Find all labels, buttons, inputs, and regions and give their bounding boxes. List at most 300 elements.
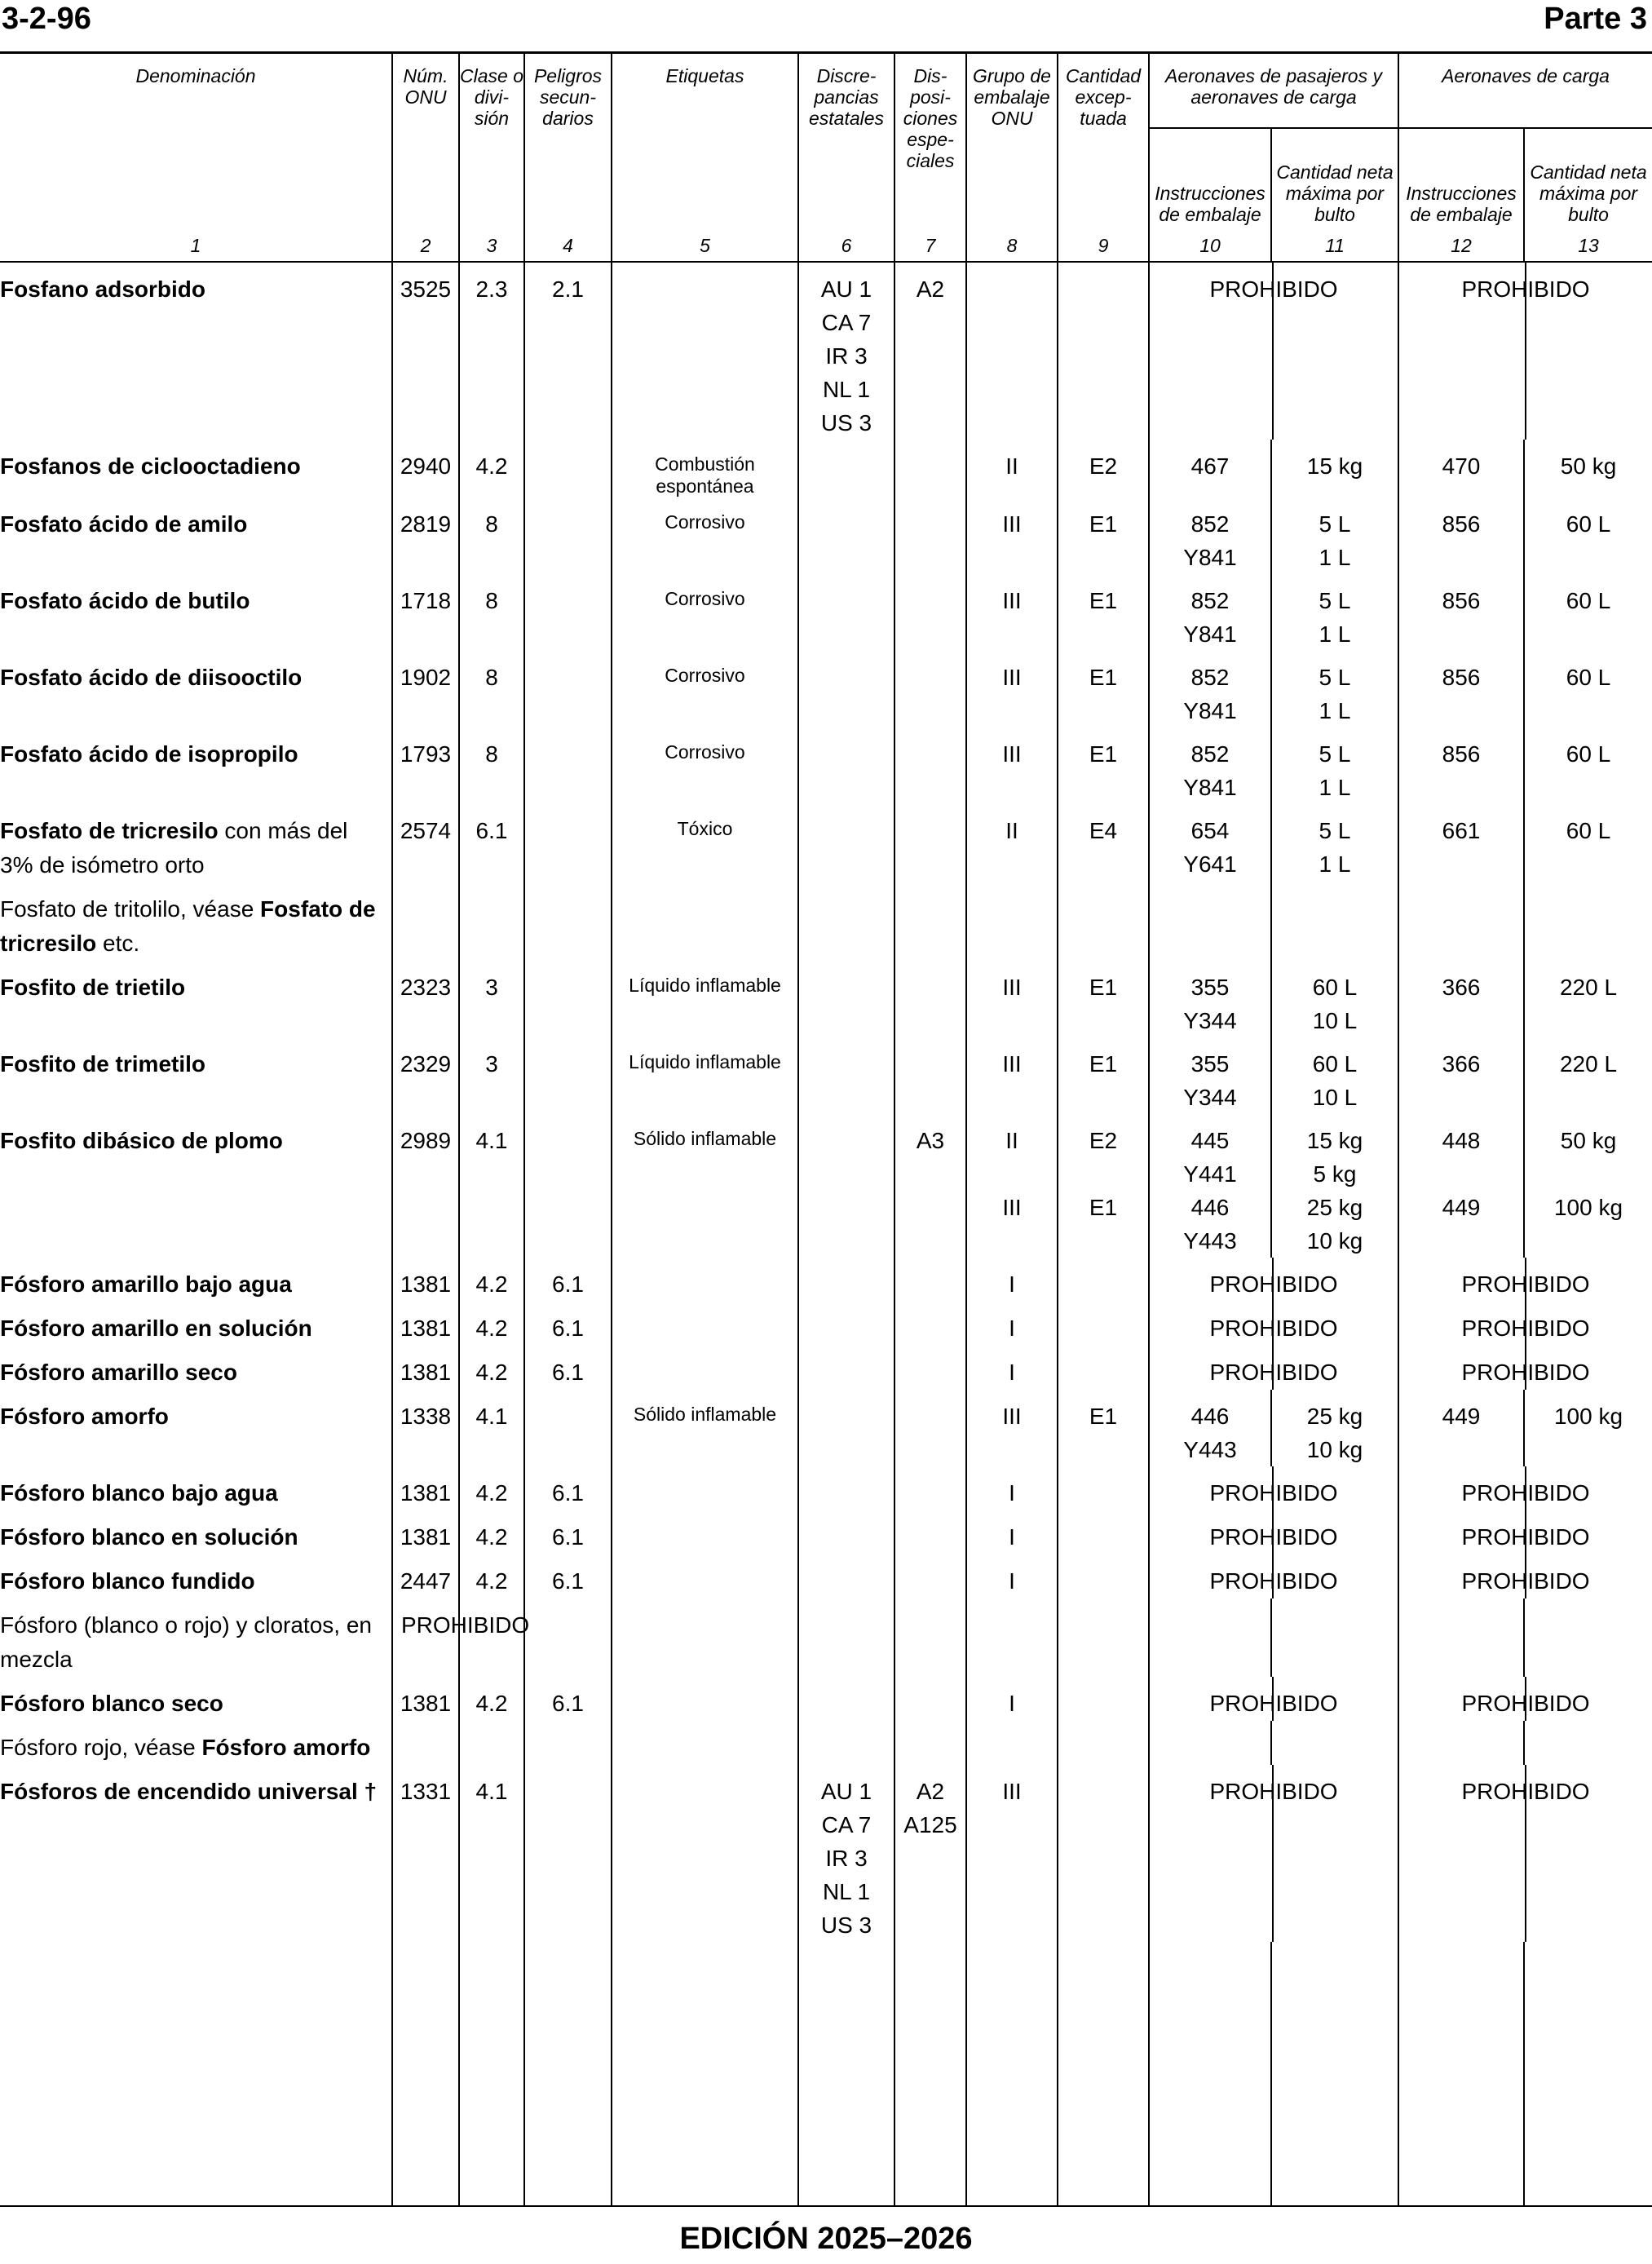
un-number: [392, 1258, 459, 1302]
col-number-3: 3: [459, 230, 524, 262]
state-variation: [798, 497, 894, 574]
cell-line: 6.1: [552, 1271, 584, 1297]
cell-line: 2.3: [475, 276, 508, 302]
class-division: [459, 1258, 524, 1302]
excepted-quantity: [1058, 1554, 1149, 1599]
pax-forbidden: PROHIBIDO: [1149, 1302, 1398, 1346]
state-variation: [798, 1037, 894, 1114]
un-number: [392, 882, 459, 961]
label: [612, 1346, 798, 1390]
entry-name-text: Fósforo blanco bajo agua: [0, 1480, 278, 1506]
cell-line: III: [1002, 741, 1022, 767]
cell-line: 60 L: [1312, 975, 1358, 1000]
empty-cell: [524, 1599, 612, 1677]
cell-line: 4.2: [475, 1316, 508, 1341]
cargo-max-net-quantity: [1524, 1114, 1652, 1258]
cell-line: III: [1002, 511, 1022, 537]
label: [612, 1390, 798, 1466]
table-row: [0, 1599, 1652, 1677]
packing-group: [966, 262, 1058, 440]
cell-line: 4.1: [475, 1779, 508, 1804]
special-provision: [894, 1554, 966, 1599]
cargo-max-net-quantity: [1524, 497, 1652, 574]
cell-line: 1381: [400, 1316, 452, 1341]
cargo-packing-instruction: [1398, 727, 1524, 804]
cell-line: 1381: [400, 1691, 452, 1716]
state-variation: [798, 961, 894, 1037]
cargo-max-net-quantity: [1524, 1390, 1652, 1466]
col-number-1: 1: [0, 230, 392, 262]
subsidiary-hazard: [524, 1258, 612, 1302]
cell-line: I: [1009, 1691, 1015, 1716]
entry-name: [0, 1677, 392, 1721]
cell-line: 5 L: [1319, 665, 1351, 690]
cell-line: 15 kg: [1306, 453, 1363, 479]
entry-name: [0, 1554, 392, 1599]
un-number: [392, 1114, 459, 1258]
state-variation: [798, 1721, 894, 1765]
cargo-max-net-quantity: [1524, 574, 1652, 651]
cell-line: 1381: [400, 1271, 452, 1297]
un-number: [392, 497, 459, 574]
cell-line: E1: [1089, 1051, 1118, 1077]
cargo-packing-instruction: [1398, 1114, 1524, 1258]
entry-name: [0, 1721, 392, 1765]
cell-line: AU 1: [820, 276, 872, 302]
cell-line: I: [1009, 1360, 1015, 1385]
cross-ref-tail: etc.: [96, 931, 140, 956]
entry-name: [0, 1114, 392, 1258]
cell-line: 2447: [400, 1568, 452, 1594]
class-division: [459, 1765, 524, 1942]
table-row: [0, 1765, 1652, 1942]
packing-group: [966, 1302, 1058, 1346]
cell-line: 449: [1442, 1404, 1481, 1429]
col-header-4: Peligros secun- darios: [524, 54, 612, 230]
empty-cell: [894, 1599, 966, 1677]
entry-name-text: Fósforo amorfo: [0, 1404, 169, 1429]
cell-line: 8: [485, 511, 498, 537]
entry-name: [0, 1037, 392, 1114]
cell-line: Y841: [1183, 775, 1237, 800]
empty-cell: [392, 1942, 459, 2206]
cell-line: E1: [1089, 975, 1118, 1000]
state-variation: [798, 1258, 894, 1302]
cell-line: Y841: [1183, 698, 1237, 723]
cell-line: III: [1002, 588, 1022, 613]
empty-cell: [1524, 1599, 1652, 1677]
cell-line: III: [1002, 1404, 1022, 1429]
cell-line: 3525: [400, 276, 452, 302]
col-number-12: 12: [1398, 230, 1524, 262]
pax-max-net-quantity: [1271, 651, 1398, 727]
entry-name: [0, 440, 392, 497]
cell-line: 856: [1442, 665, 1481, 690]
cell-line: E1: [1089, 588, 1118, 613]
entry-name-text: Fósforos de encendido universal †: [0, 1779, 378, 1804]
cell-line: Y344: [1183, 1008, 1237, 1033]
cell-line: 6.1: [552, 1524, 584, 1550]
forbidden-all: PROHIBIDO: [392, 1599, 459, 1677]
subsidiary-hazard: [524, 1302, 612, 1346]
subsidiary-hazard: [524, 1346, 612, 1390]
subsidiary-hazard: [524, 961, 612, 1037]
un-number: [392, 1510, 459, 1554]
cell-line: A3: [916, 1128, 945, 1153]
cell-line: 220 L: [1559, 975, 1618, 1000]
empty-cell: [524, 1942, 612, 2206]
col-header-12: Instrucciones de embalaje: [1398, 128, 1524, 230]
table-row: [0, 1258, 1652, 1302]
cell-line: A2: [916, 1779, 945, 1804]
cell-line: 5 L: [1319, 818, 1351, 843]
cell-line: 1 L: [1319, 698, 1351, 723]
pax-packing-instruction: [1149, 440, 1271, 497]
entry-name-text: Fosfato ácido de isopropilo: [0, 741, 298, 767]
cell-line: 220 L: [1559, 1051, 1618, 1077]
cell-line: 1331: [400, 1779, 452, 1804]
subsidiary-hazard: [524, 804, 612, 882]
un-number: [392, 961, 459, 1037]
cargo-max-net-quantity: [1524, 727, 1652, 804]
entry-name: [0, 1765, 392, 1942]
col-header-3: Clase o divi- sión: [459, 54, 524, 230]
state-variation: [798, 1677, 894, 1721]
cell-line: E2: [1089, 453, 1118, 479]
cell-line: 4.1: [475, 1404, 508, 1429]
cell-line: [967, 1157, 1057, 1191]
cell-line: 60 L: [1566, 511, 1611, 537]
special-provision: [894, 882, 966, 961]
special-provision: [894, 1765, 966, 1942]
table-row: [0, 1466, 1652, 1510]
state-variation: [798, 1114, 894, 1258]
cell-line: 6.1: [552, 1480, 584, 1506]
label: [612, 497, 798, 574]
cargo-packing-instruction: [1398, 497, 1524, 574]
cell-line: 446: [1190, 1195, 1230, 1220]
cell-line: E1: [1089, 511, 1118, 537]
empty-cell: [798, 1942, 894, 2206]
state-variation: [798, 1466, 894, 1510]
cell-line: 6.1: [552, 1360, 584, 1385]
subsidiary-hazard: [524, 1390, 612, 1466]
cell-line: 8: [485, 741, 498, 767]
entry-name: [0, 1258, 392, 1302]
pax-packing-instruction: [1149, 651, 1271, 727]
pax-packing-instruction: [1149, 804, 1271, 882]
cell-line: Corrosivo: [665, 511, 745, 533]
col-number-8: 8: [966, 230, 1058, 262]
packing-group: [966, 651, 1058, 727]
empty-cell: [1058, 1942, 1149, 2206]
empty-cell: [1149, 1599, 1271, 1677]
pax-max-net-quantity: [1271, 497, 1398, 574]
label: [612, 1466, 798, 1510]
pax-forbidden: PROHIBIDO: [1149, 1677, 1398, 1721]
pax-packing-instruction: [1149, 574, 1271, 651]
empty-cell: [966, 1599, 1058, 1677]
packing-group: [966, 1721, 1058, 1765]
page-number: 3-2-96: [2, 2, 91, 36]
entry-name-text: Fosfano adsorbido: [0, 276, 205, 302]
cell-line: 2940: [400, 453, 452, 479]
col-header-11: Cantidad neta máxima por bulto: [1271, 128, 1398, 230]
excepted-quantity: [1058, 262, 1149, 440]
cargo-max-net-quantity: [1524, 1037, 1652, 1114]
entry-name-text: Fósforo blanco en solución: [0, 1524, 298, 1550]
special-provision: [894, 651, 966, 727]
cell-line: 366: [1442, 1051, 1481, 1077]
cell-line: Y841: [1183, 621, 1237, 647]
subsidiary-hazard: [524, 1721, 612, 1765]
cell-line: 60 L: [1566, 741, 1611, 767]
state-variation: [798, 262, 894, 440]
packing-group: [966, 1554, 1058, 1599]
state-variation: [798, 1346, 894, 1390]
col-number-10: 10: [1149, 230, 1271, 262]
label: [612, 1037, 798, 1114]
cell-line: III: [1002, 1051, 1022, 1077]
subsidiary-hazard: [524, 440, 612, 497]
empty-cell: [798, 1599, 894, 1677]
un-number: [392, 804, 459, 882]
empty-cell: [1058, 1599, 1149, 1677]
pax-forbidden: PROHIBIDO: [1149, 1258, 1398, 1302]
subsidiary-hazard: [524, 1466, 612, 1510]
cell-line: 2574: [400, 818, 452, 843]
col-header-8: Grupo de embalaje ONU: [966, 54, 1058, 230]
label: [612, 440, 798, 497]
cell-line: Líquido inflamable: [629, 1051, 781, 1072]
excepted-quantity: [1058, 1390, 1149, 1466]
edition-footer: EDICIÓN 2025–2026: [679, 2222, 973, 2256]
excepted-quantity: [1058, 1510, 1149, 1554]
cell-line: 1338: [400, 1404, 452, 1429]
table-row: [0, 727, 1652, 804]
empty-cell: [1149, 1942, 1271, 2206]
excepted-quantity: [1058, 497, 1149, 574]
cell-line: I: [1009, 1271, 1015, 1297]
entry-name: [0, 1346, 392, 1390]
cell-line: Corrosivo: [665, 665, 745, 686]
packing-group: [966, 804, 1058, 882]
cargo-max-net-quantity: [1524, 440, 1652, 497]
cell-line: NL 1: [822, 1879, 871, 1904]
pax-max-net-quantity: [1271, 727, 1398, 804]
label: [612, 574, 798, 651]
cell-line: 60 L: [1566, 665, 1611, 690]
cell-line: 50 kg: [1560, 1128, 1617, 1153]
state-variation: [798, 1554, 894, 1599]
cargo-forbidden: PROHIBIDO: [1398, 1554, 1652, 1599]
cargo-packing-instruction: [1398, 1721, 1524, 1765]
cell-line: 1381: [400, 1480, 452, 1506]
table-row: [0, 1302, 1652, 1346]
pax-packing-instruction: [1149, 961, 1271, 1037]
col-number-5: 5: [612, 230, 798, 262]
empty-cell: [459, 1599, 524, 1677]
cell-line: 1381: [400, 1524, 452, 1550]
state-variation: [798, 1390, 894, 1466]
col-header-10: Instrucciones de embalaje: [1149, 128, 1271, 230]
packing-group: [966, 1037, 1058, 1114]
class-division: [459, 1346, 524, 1390]
cell-line: [1058, 1157, 1148, 1191]
cell-line: 3: [485, 975, 498, 1000]
cargo-max-net-quantity: [1524, 961, 1652, 1037]
un-number: [392, 1302, 459, 1346]
subsidiary-hazard: [524, 497, 612, 574]
col-header-7: Dis- posi- ciones espe- ciales: [894, 54, 966, 230]
cell-line: Y443: [1183, 1437, 1237, 1462]
cell-line: II: [1005, 453, 1018, 479]
class-division: [459, 727, 524, 804]
cargo-packing-instruction: [1398, 651, 1524, 727]
class-division: [459, 1510, 524, 1554]
cell-line: 4.2: [475, 1360, 508, 1385]
cargo-forbidden: PROHIBIDO: [1398, 1677, 1652, 1721]
label: [612, 1510, 798, 1554]
col-header-6: Discre- pancias estatales: [798, 54, 894, 230]
entry-name-text: Fosfito dibásico de plomo: [0, 1128, 283, 1153]
cell-line: 2819: [400, 511, 452, 537]
cell-line: 449: [1442, 1195, 1481, 1220]
state-variation: [798, 651, 894, 727]
pax-max-net-quantity: [1271, 961, 1398, 1037]
cargo-max-net-quantity: [1524, 1721, 1652, 1765]
cargo-max-net-quantity: [1524, 804, 1652, 882]
special-provision: [894, 1037, 966, 1114]
table-row: [0, 1677, 1652, 1721]
cell-line: 60 L: [1312, 1051, 1358, 1077]
state-variation: [798, 882, 894, 961]
cell-line: Y443: [1183, 1228, 1237, 1254]
label: [612, 961, 798, 1037]
col-header-2: Núm. ONU: [392, 54, 459, 230]
packing-group: [966, 961, 1058, 1037]
cargo-packing-instruction: [1398, 882, 1524, 961]
pax-forbidden: PROHIBIDO: [1149, 1466, 1398, 1510]
entry-name-text: Fosfito de trimetilo: [0, 1051, 205, 1077]
pax-packing-instruction: [1149, 497, 1271, 574]
pax-forbidden: PROHIBIDO: [1149, 1346, 1398, 1390]
packing-group: [966, 1510, 1058, 1554]
cell-line: 4.2: [475, 1568, 508, 1594]
label: [612, 1258, 798, 1302]
class-division: [459, 1677, 524, 1721]
subsidiary-hazard: [524, 1554, 612, 1599]
pax-max-net-quantity: [1271, 440, 1398, 497]
subsidiary-hazard: [524, 651, 612, 727]
cell-line: 5 L: [1319, 511, 1351, 537]
table-row: [0, 651, 1652, 727]
packing-group: [966, 497, 1058, 574]
excepted-quantity: [1058, 1258, 1149, 1302]
cell-line: 856: [1442, 511, 1481, 537]
cell-line: 4.2: [475, 1691, 508, 1716]
table-row: [0, 1114, 1652, 1258]
pax-forbidden: PROHIBIDO: [1149, 1510, 1398, 1554]
excepted-quantity: [1058, 804, 1149, 882]
pax-forbidden: PROHIBIDO: [1149, 1765, 1398, 1942]
special-provision: [894, 804, 966, 882]
cargo-forbidden: PROHIBIDO: [1398, 1302, 1652, 1346]
label: [612, 651, 798, 727]
entry-name-text: Fósforo (blanco o rojo) y cloratos, en mezcla: [0, 1612, 372, 1672]
class-division: [459, 1721, 524, 1765]
packing-group: [966, 1677, 1058, 1721]
un-number: [392, 1721, 459, 1765]
pax-packing-instruction: [1149, 1114, 1271, 1258]
cell-line: 852: [1190, 511, 1230, 537]
cell-line: Y344: [1183, 1085, 1237, 1110]
entry-name-text: Fósforo blanco seco: [0, 1691, 223, 1716]
cell-line: E2: [1089, 1128, 1118, 1153]
entry-name-text: Fósforo blanco fundido: [0, 1568, 255, 1594]
entry-name: [0, 882, 392, 961]
cell-line: 25 kg: [1306, 1404, 1363, 1429]
excepted-quantity: [1058, 1721, 1149, 1765]
cell-line: US 3: [820, 1912, 872, 1938]
packing-group: [966, 1114, 1058, 1258]
cell-line: 1 L: [1319, 851, 1351, 877]
cell-line: 355: [1190, 975, 1230, 1000]
cargo-packing-instruction: [1398, 1037, 1524, 1114]
state-variation: [798, 727, 894, 804]
dangerous-goods-table: [0, 54, 1652, 2207]
packing-group: [966, 1258, 1058, 1302]
cell-line: Y841: [1183, 545, 1237, 570]
un-number: [392, 440, 459, 497]
cell-line: 654: [1190, 818, 1230, 843]
cell-line: II: [1005, 1128, 1018, 1153]
col-number-11: 11: [1271, 230, 1398, 262]
special-provision: [894, 262, 966, 440]
cell-line: 100 kg: [1553, 1404, 1623, 1429]
cell-line: 10 L: [1312, 1008, 1358, 1033]
entry-name-text: Fósforo amarillo bajo agua: [0, 1271, 292, 1297]
cell-line: 25 kg: [1306, 1195, 1363, 1220]
cell-line: CA 7: [821, 310, 872, 335]
label: [612, 262, 798, 440]
cell-line: US 3: [820, 410, 872, 436]
cargo-packing-instruction: [1398, 574, 1524, 651]
cell-line: IR 3: [825, 1846, 868, 1871]
excepted-quantity: [1058, 1114, 1149, 1258]
cell-line: AU 1: [820, 1779, 872, 1804]
cell-line: 3: [485, 1051, 498, 1077]
cell-line: I: [1009, 1524, 1015, 1550]
col-header-13: Cantidad neta máxima por bulto: [1524, 128, 1652, 230]
cell-line: [1399, 1157, 1523, 1191]
class-division: [459, 262, 524, 440]
cell-line: 60 L: [1566, 588, 1611, 613]
special-provision: [894, 574, 966, 651]
class-division: [459, 1302, 524, 1346]
label: [612, 882, 798, 961]
group-header-cargo: Aeronaves de carga: [1398, 54, 1652, 128]
table-row: [0, 262, 1652, 440]
label: [612, 1114, 798, 1258]
special-provision: [894, 1677, 966, 1721]
table-row: [0, 1721, 1652, 1765]
cell-line: 100 kg: [1553, 1195, 1623, 1220]
cell-line: 1 L: [1319, 775, 1351, 800]
cell-line: Combustión espontánea: [655, 453, 755, 497]
empty-cell: [612, 1942, 798, 2206]
entry-name: [0, 1510, 392, 1554]
